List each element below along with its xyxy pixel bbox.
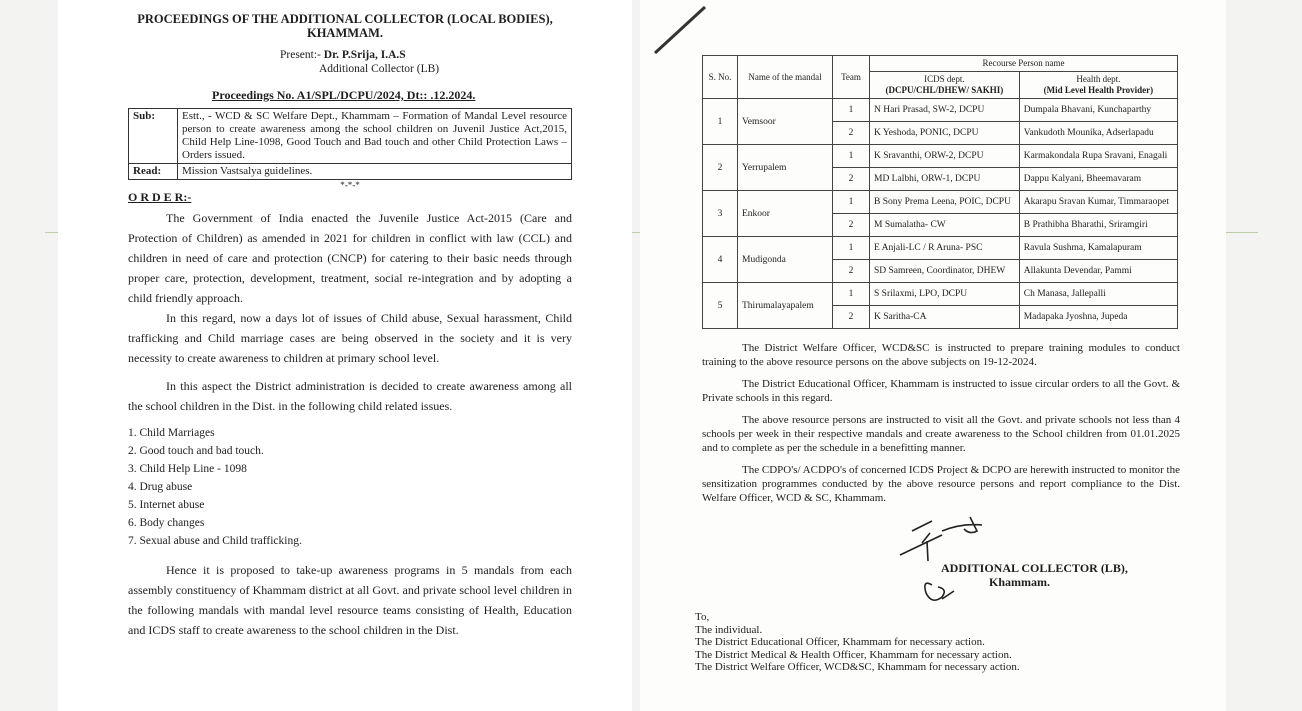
title <box>98 12 592 40</box>
column-header: Health dept. <box>1076 74 1121 84</box>
cell-health: Ravula Sushma, Kamalapuram <box>1019 237 1177 260</box>
document-page-1 <box>58 0 632 711</box>
table-row <box>703 145 1178 168</box>
cell-team: 1 <box>833 99 870 122</box>
cell-team: 2 <box>833 306 870 329</box>
list-item: 3. Child Help Line - 1098 <box>128 463 247 475</box>
cell-team: 2 <box>833 260 870 283</box>
column-header: Recourse Person name <box>870 56 1178 72</box>
cell-icds: MD Lalbhi, ORW-1, DCPU <box>870 168 1020 191</box>
cell-health: B Prathibha Bharathi, Sriramgiri <box>1019 214 1177 237</box>
cell-health: Madapaka Jyoshna, Jupeda <box>1019 306 1177 329</box>
instructions <box>702 341 1180 505</box>
cell-icds: B Sony Prema Leena, POIC, DCPU <box>870 191 1020 214</box>
cell-health: Ch Manasa, Jallepalli <box>1019 283 1177 306</box>
table-row <box>703 237 1178 260</box>
cell-team: 1 <box>833 237 870 260</box>
cell-team: 2 <box>833 168 870 191</box>
resource-table <box>702 55 1178 329</box>
column-header: Name of the mandal <box>738 56 833 99</box>
paragraph: The District Welfare Officer, WCD&SC is instructed to prepare training modules to conduct training to the above resource persons on the above subjects on 19-12-2024. <box>702 342 1180 368</box>
recipient: The District Welfare Officer, WCD&SC, Khammam for necessary action. <box>695 661 1020 673</box>
recipient: The District Medical & Health Officer, Khammam for necessary action. <box>695 648 1012 661</box>
list-item: 2. Good touch and bad touch. <box>128 445 264 457</box>
cell-health: Akarapu Sravan Kumar, Timmaraopet <box>1019 191 1177 214</box>
present-block <box>280 48 572 76</box>
divider <box>632 232 640 233</box>
recipient: The individual. <box>695 623 763 636</box>
list-item: 6. Body changes <box>128 517 205 529</box>
paragraph: The CDPO's/ ACDPO's of concerned ICDS Project & DCPO are herewith instructed to monitor the sensitization programmes conducted by the above resource persons and report compliance to the Dist. Welfare Officer, WCD & SC, Khammam. <box>702 464 1180 504</box>
cell-sno: 3 <box>703 191 738 237</box>
recipients <box>695 611 1180 674</box>
cell-icds: K Yeshoda, PONIC, DCPU <box>870 122 1020 145</box>
column-header: S. No. <box>703 56 738 99</box>
column-subheader: (DCPU/CHL/DHEW/ SAKHI) <box>885 85 1004 95</box>
table-row <box>703 283 1178 306</box>
cell-health: Karmakondala Rupa Sravani, Enagali <box>1019 145 1177 168</box>
paragraph: Hence it is proposed to take-up awareness programs in 5 mandals from each assembly constituency of Khammam district at all Govt. and private school level children in the following mandals with mandal level resource teams consisting of Health, Education and ICDS staff to create awareness to the school children in the Dist. <box>128 563 572 637</box>
list-item: 1. Child Marriages <box>128 427 215 439</box>
list-item: 7. Sexual abuse and Child trafficking. <box>128 535 302 547</box>
separator: *-*-* <box>340 180 360 190</box>
to-label: To, <box>695 611 710 623</box>
list-item: 4. Drug abuse <box>128 481 193 493</box>
present-label: Present:- <box>280 49 321 61</box>
read-text: Mission Vastsalya guidelines. <box>178 164 572 180</box>
cell-icds: S Srilaxmi, LPO, DCPU <box>870 283 1020 306</box>
cell-mandal: Thirumalayapalem <box>738 283 833 329</box>
signatory-title: ADDITIONAL COLLECTOR (LB), <box>941 561 1128 575</box>
document-page-2 <box>640 0 1226 711</box>
issues-list <box>128 424 572 550</box>
cell-health: Allakunta Devendar, Pammi <box>1019 260 1177 283</box>
cell-icds: K Saritha-CA <box>870 306 1020 329</box>
present-role: Additional Collector (LB) <box>319 63 440 75</box>
title-line: KHAMMAM. <box>306 26 384 40</box>
cell-health: Dumpala Bhavani, Kunchaparthy <box>1019 99 1177 122</box>
table-row <box>703 191 1178 214</box>
cell-team: 1 <box>833 283 870 306</box>
cell-mandal: Vemsoor <box>738 99 833 145</box>
cell-icds: SD Samreen, Coordinator, DHEW <box>870 260 1020 283</box>
signatory-place: Khammam. <box>989 575 1050 589</box>
paragraph: In this aspect the District administration is decided to create awareness among all the school children in the Dist. in the following child related issues. <box>128 379 572 413</box>
sub-label: Sub: <box>129 109 178 164</box>
column-header: ICDS dept. <box>924 74 965 84</box>
cell-sno: 2 <box>703 145 738 191</box>
present-name: Dr. P.Srija, I.A.S <box>323 49 406 61</box>
table-row <box>703 99 1178 122</box>
cell-team: 1 <box>833 145 870 168</box>
column-header: Team <box>833 56 870 99</box>
cell-mandal: Mudigonda <box>738 237 833 283</box>
proceedings-number: Proceedings No. A1/SPL/DCPU/2024, Dt:: .12.2024. <box>212 88 476 102</box>
page-curl-shadow <box>650 5 710 55</box>
order-body <box>128 208 572 416</box>
cell-icds: N Hari Prasad, SW-2, DCPU <box>870 99 1020 122</box>
cell-health: Dappu Kalyani, Bheemavaram <box>1019 168 1177 191</box>
cell-sno: 1 <box>703 99 738 145</box>
cell-sno: 5 <box>703 283 738 329</box>
cell-mandal: Yerrupalem <box>738 145 833 191</box>
cell-mandal: Enkoor <box>738 191 833 237</box>
cell-health: Vankudoth Mounika, Adserlapadu <box>1019 122 1177 145</box>
cell-team: 2 <box>833 122 870 145</box>
order-body <box>128 560 572 640</box>
read-label: Read: <box>129 164 178 180</box>
recipient: The District Educational Officer, Khammam for necessary action. <box>695 636 985 648</box>
cell-team: 1 <box>833 191 870 214</box>
cell-icds: K Sravanthi, ORW-2, DCPU <box>870 145 1020 168</box>
divider <box>45 232 58 233</box>
list-item: 5. Internet abuse <box>128 499 205 511</box>
cell-sno: 4 <box>703 237 738 283</box>
signature-block <box>702 511 1180 611</box>
subject-table <box>128 108 572 180</box>
cell-team: 2 <box>833 214 870 237</box>
order-heading: O R D E R:- <box>128 190 192 204</box>
cell-icds: E Anjali-LC / R Aruna- PSC <box>870 237 1020 260</box>
paragraph: The District Educational Officer, Khammam is instructed to issue circular orders to all the Govt. & Private schools in this regard. <box>702 378 1180 404</box>
paragraph: The Government of India enacted the Juvenile Justice Act-2015 (Care and Protection of Children) as amended in 2021 for children in conflict with law (CCL) and children in need of care and protection (CNCP) for catering to their basic needs through proper care, protection, development, treatment, social re-integration and by adopting a child friendly approach. <box>128 211 572 305</box>
divider <box>1226 232 1258 233</box>
cell-icds: M Sumalatha- CW <box>870 214 1020 237</box>
paragraph: The above resource persons are instructed to visit all the Govt. and private schools not less than 4 schools per week in their respective mandals and create awareness to the School children from 01.01.2025 and to complete as per the schedule in a benefitting manner. <box>702 414 1180 454</box>
paragraph: In this regard, now a days lot of issues of Child abuse, Sexual harassment, Child trafficking and Child marriage cases are being observed in the society and it is very necessity to create awareness to children at primary school level. <box>128 311 572 365</box>
column-subheader: (Mid Level Health Provider) <box>1043 85 1154 95</box>
title-line: PROCEEDINGS OF THE ADDITIONAL COLLECTOR (LOCAL BODIES), <box>137 12 553 26</box>
signatory <box>941 561 1128 589</box>
sub-text: Estt., - WCD & SC Welfare Dept., Khammam – Formation of Mandal Level resource person to create awareness among the school children on Juvenil Justice Act,2015, Child Help Line-1098, Good Touch and Bad touch and other Child Protection Laws – Orders issued. <box>178 109 572 164</box>
